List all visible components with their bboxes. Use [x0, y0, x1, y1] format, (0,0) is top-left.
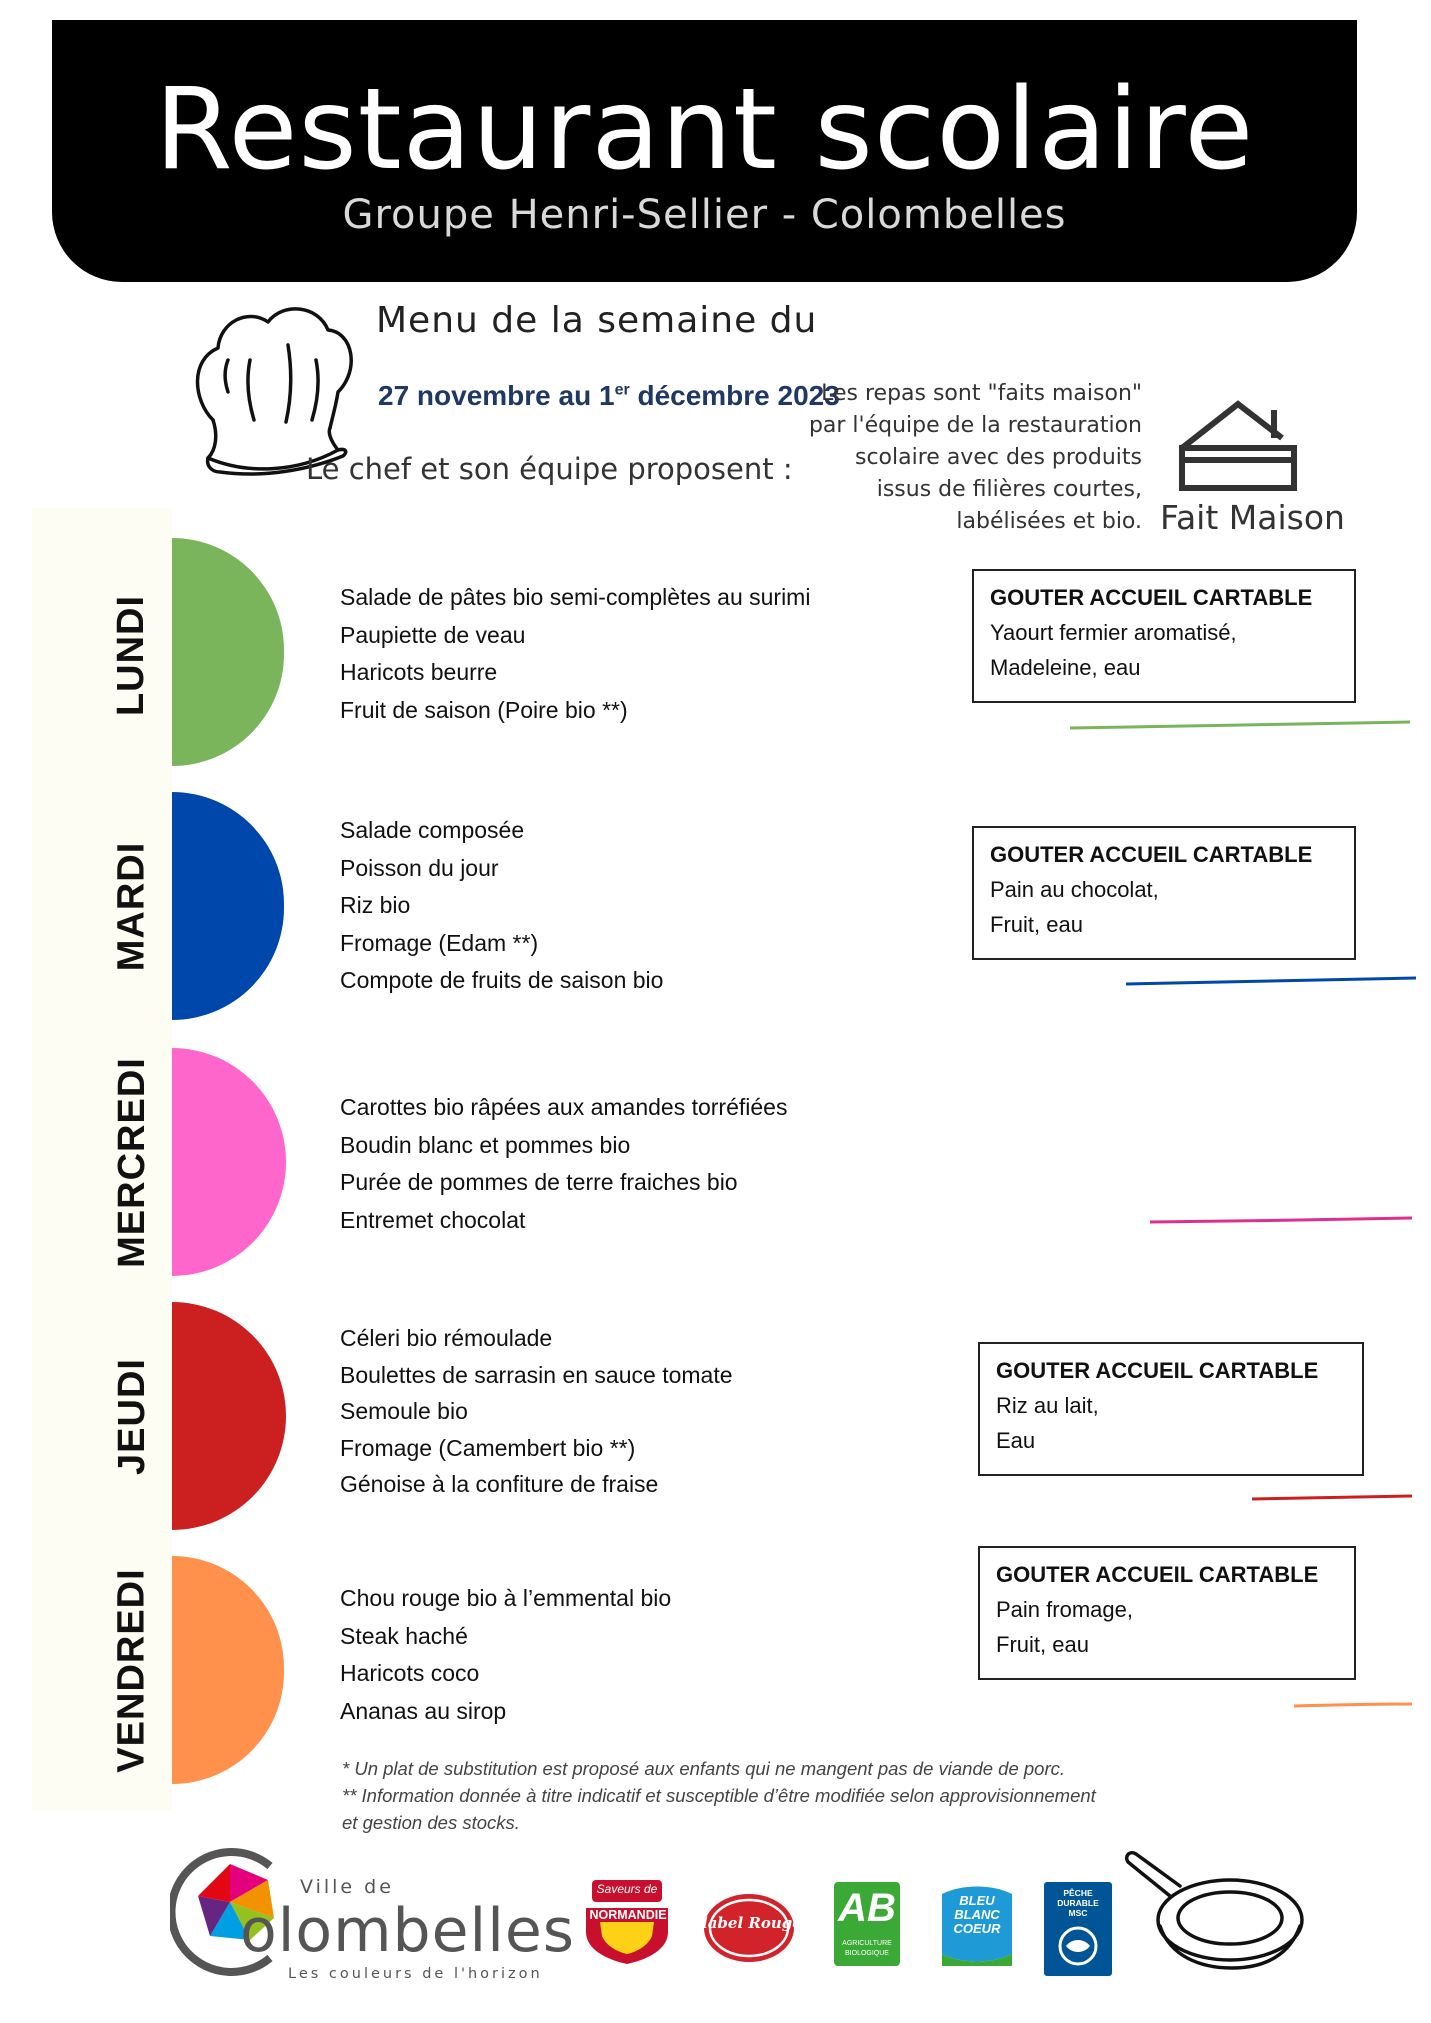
week-dates: 27 novembre au 1er décembre 2023	[378, 380, 840, 411]
label-rouge-text: label Rouge	[702, 1914, 802, 1932]
day-label-jeudi: JEUDI	[110, 1357, 153, 1475]
fait-maison-label: Fait Maison	[1160, 498, 1345, 537]
saveurs-line1: Saveurs de	[596, 1882, 658, 1896]
page-title: Restaurant scolaire	[154, 65, 1255, 195]
day-label-mardi: MARDI	[110, 841, 153, 971]
dish-item: Boulettes de sarrasin en sauce tomate	[340, 1361, 733, 1388]
colombelles-ville-de: Ville de	[300, 1876, 394, 1898]
dish-item: Haricots coco	[340, 1660, 480, 1686]
bbc-text: BLEU BLANC COEUR	[953, 1893, 1001, 1936]
dish-item: Céleri bio rémoulade	[340, 1325, 553, 1351]
page-subtitle: Groupe Henri-Sellier - Colombelles	[342, 192, 1067, 238]
snack-box-vendredi	[978, 1546, 1356, 1680]
footnotes	[342, 1755, 1096, 1836]
snack-line: Fruit, eau	[996, 1632, 1089, 1657]
fait-maison-description: Les repas sont "faits maison" par l'équipe de la restauration scolaire avec des produits issus de filières courtes, labélisées et bio.	[808, 381, 1142, 534]
divider-jeudi	[1252, 1490, 1412, 1504]
msc-text: PÊCHE DURABLE MSC	[1057, 1888, 1099, 1918]
snack-title: GOUTER ACCUEIL CARTABLE	[990, 842, 1313, 867]
dish-item: Poisson du jour	[340, 854, 499, 881]
dish-item: Steak haché	[340, 1622, 468, 1649]
snack-line: Pain au chocolat,	[990, 877, 1159, 902]
snack-title: GOUTER ACCUEIL CARTABLE	[996, 1358, 1319, 1383]
dishes-mercredi	[340, 1089, 787, 1239]
snack-line: Fruit, eau	[990, 912, 1083, 937]
snack-line: Eau	[996, 1428, 1036, 1453]
divider-mardi	[1126, 972, 1416, 988]
snack-line: Madeleine, eau	[990, 655, 1141, 680]
dish-item: Semoule bio	[340, 1398, 468, 1424]
snack-line: Pain fromage,	[996, 1597, 1133, 1622]
divider-lundi	[1070, 716, 1410, 732]
day-marker-mercredi	[172, 1048, 286, 1276]
snack-title: GOUTER ACCUEIL CARTABLE	[996, 1562, 1319, 1587]
divider-mercredi	[1150, 1212, 1412, 1228]
dish-item: Paupiette de veau	[340, 621, 526, 648]
dish-item: Fromage (Edam **)	[340, 929, 539, 956]
snack-box-lundi	[972, 569, 1356, 703]
dish-item: Salade de pâtes bio semi-complètes au surimi	[340, 584, 811, 610]
divider-vendredi	[1294, 1698, 1412, 1710]
footnote: et gestion des stocks.	[342, 1812, 520, 1833]
footnote: * Un plat de substitution est proposé aux enfants qui ne mangent pas de viande de porc.	[342, 1758, 1066, 1779]
snack-title: GOUTER ACCUEIL CARTABLE	[990, 585, 1313, 610]
ab-letters: AB	[838, 1886, 896, 1930]
saveurs-line2: NORMANDIE	[589, 1908, 667, 1922]
dish-item: Chou rouge bio à l’emmental bio	[340, 1585, 672, 1611]
day-marker-jeudi	[172, 1302, 286, 1530]
dishes-vendredi	[340, 1580, 671, 1730]
day-marker-vendredi	[172, 1556, 284, 1784]
dishes-lundi	[340, 579, 810, 729]
msc-fish-icon	[1050, 1926, 1106, 1966]
menu-week-heading: Menu de la semaine du	[376, 300, 818, 341]
colombelles-wordmark: olombelles	[240, 1896, 576, 1966]
snack-box-jeudi	[978, 1342, 1364, 1476]
footnote: ** Information donnée à titre indicatif et susceptible d’être modifiée selon approvisionnement	[342, 1785, 1096, 1806]
dish-item: Haricots beurre	[340, 659, 498, 685]
snack-line: Riz au lait,	[996, 1393, 1099, 1418]
dishes-mardi	[340, 812, 663, 1000]
ab-line1: AGRICULTURE	[842, 1940, 892, 1947]
day-label-vendredi: VENDREDI	[110, 1567, 153, 1773]
snack-line: Yaourt fermier aromatisé,	[990, 620, 1237, 645]
dish-item: Entremet chocolat	[340, 1206, 526, 1233]
snack-box-mardi	[972, 826, 1356, 960]
day-marker-lundi	[172, 538, 284, 766]
dish-item: Fruit de saison (Poire bio **)	[340, 696, 628, 723]
ab-line2: BIOLOGIQUE	[845, 1950, 889, 1957]
dish-item: Salade composée	[340, 817, 525, 843]
day-label-mercredi: MERCREDI	[110, 1056, 153, 1268]
dish-item: Fromage (Camembert bio **)	[340, 1434, 636, 1461]
dish-item: Ananas au sirop	[340, 1697, 507, 1724]
colombelles-tagline: Les couleurs de l'horizon	[288, 1966, 543, 1982]
dishes-jeudi	[340, 1320, 733, 1503]
dish-item: Carottes bio râpées aux amandes torréfiées	[340, 1094, 788, 1120]
dish-item: Boudin blanc et pommes bio	[340, 1131, 631, 1158]
dish-item: Riz bio	[340, 892, 411, 918]
dish-item: Compote de fruits de saison bio	[340, 967, 664, 993]
dish-item: Génoise à la confiture de fraise	[340, 1471, 659, 1497]
fait-maison-house-icon	[1178, 398, 1298, 494]
day-marker-mardi	[172, 792, 284, 1020]
chef-intro: Le chef et son équipe proposent :	[306, 452, 793, 486]
dish-item: Purée de pommes de terre fraiches bio	[340, 1169, 738, 1195]
day-label-lundi: LUNDI	[110, 594, 153, 716]
frying-pan-icon	[1120, 1846, 1310, 1972]
